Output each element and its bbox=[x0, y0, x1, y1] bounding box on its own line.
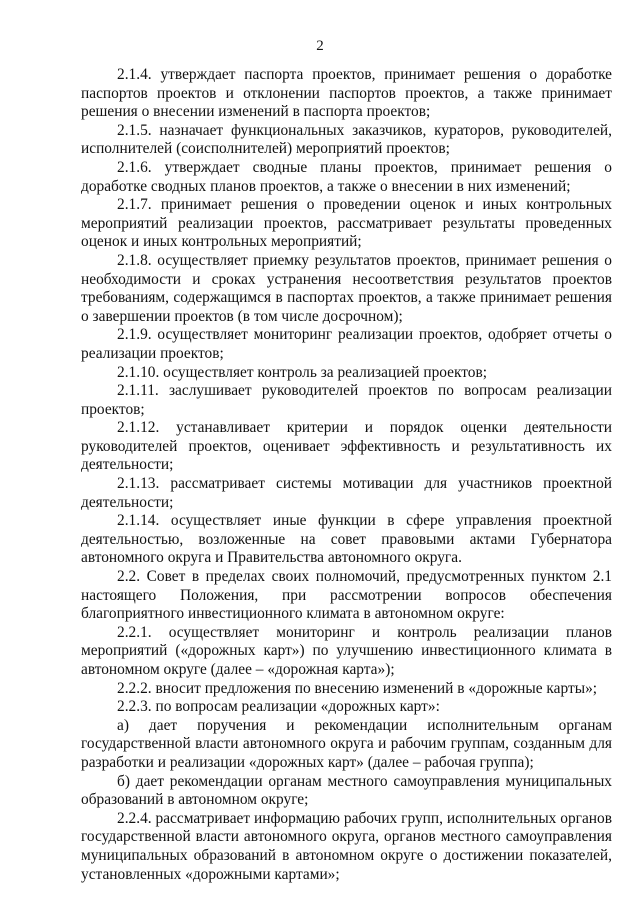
paragraph-2-1-9: 2.1.9. осуществляет мониторинг реализации проектов, одобряет отчеты о реализации проектов; bbox=[81, 326, 612, 362]
paragraph-2-1-4: 2.1.4. утверждает паспорта проектов, принимает решения о доработке паспортов проектов и отклонении паспортов проектов, а также принимает решения о внесении изменений в паспорта проектов; bbox=[81, 66, 612, 121]
paragraph-2-2-3-a: а) дает поручения и рекомендации исполнительным органам государственной власти автономного округа и рабочим группам, созданным для разработки и реализации «дорожных карт» (далее – рабочая группа); bbox=[81, 716, 612, 771]
paragraph-2-1-7: 2.1.7. принимает решения о проведении оценок и иных контрольных мероприятий реализации проектов, рассматривает результаты проведенных оценок и иных контрольных мероприятий; bbox=[81, 196, 612, 251]
paragraph-2-1-5: 2.1.5. назначает функциональных заказчиков, кураторов, руководителей, исполнителей (соисполнителей) мероприятий проектов; bbox=[81, 121, 612, 158]
paragraph-2-1-11: 2.1.11. заслушивает руководителей проектов по вопросам реализации проектов; bbox=[81, 382, 612, 418]
document-body bbox=[81, 66, 612, 884]
paragraph-2-1-13: 2.1.13. рассматривает системы мотивации для участников проектной деятельности; bbox=[81, 475, 612, 511]
paragraph-2-1-8: 2.1.8. осуществляет приемку результатов проектов, принимает решения о необходимости и сроках устранения несоответствия результатов проектов требованиям, содержащимся в паспортах проектов, а также принимает решения о завершении проектов (в том числе досрочном); bbox=[81, 251, 612, 325]
paragraph-2-1-12: 2.1.12. устанавливает критерии и порядок оценки деятельности руководителей проектов, оценивает эффективность и результативность их деятельности; bbox=[81, 419, 612, 474]
paragraph-2-1-10: 2.1.10. осуществляет контроль за реализацией проектов; bbox=[117, 363, 488, 381]
paragraph-2-2-4: 2.2.4. рассматривает информацию рабочих групп, исполнительных органов государственной власти автономного округа, органов местного самоуправления муниципальных образований в автономном округе о достижении показателей, установленных «дорожными картами»; bbox=[81, 809, 612, 883]
paragraph-2-2-2: 2.2.2. вносит предложения по внесению изменений в «дорожные карты»; bbox=[117, 679, 598, 697]
paragraph-2-1-14: 2.1.14. осуществляет иные функции в сфере управления проектной деятельностью, возложенные на совет правовыми актами Губернатора автономного округа и Правительства автономного округа. bbox=[81, 512, 612, 567]
paragraph-2-2: 2.2. Совет в пределах своих полномочий, предусмотренных пунктом 2.1 настоящего Положения, при рассмотрении вопросов обеспечения благоприятного инвестиционного климата в автономном округе: bbox=[81, 568, 612, 623]
paragraph-2-2-3-b: б) дает рекомендации органам местного самоуправления муниципальных образований в автономном округе; bbox=[81, 772, 612, 809]
paragraph-2-2-1: 2.2.1. осуществляет мониторинг и контроль реализации планов мероприятий («дорожных карт») по улучшению инвестиционного климата в автономном округе (далее – «дорожная карта»); bbox=[81, 623, 612, 678]
page-number: 2 bbox=[316, 38, 324, 54]
paragraph-2-1-6: 2.1.6. утверждает сводные планы проектов, принимает решения о доработке сводных планов проектов, а также о внесении в них изменений; bbox=[81, 158, 612, 195]
paragraph-2-2-3: 2.2.3. по вопросам реализации «дорожных карт»: bbox=[117, 698, 440, 716]
